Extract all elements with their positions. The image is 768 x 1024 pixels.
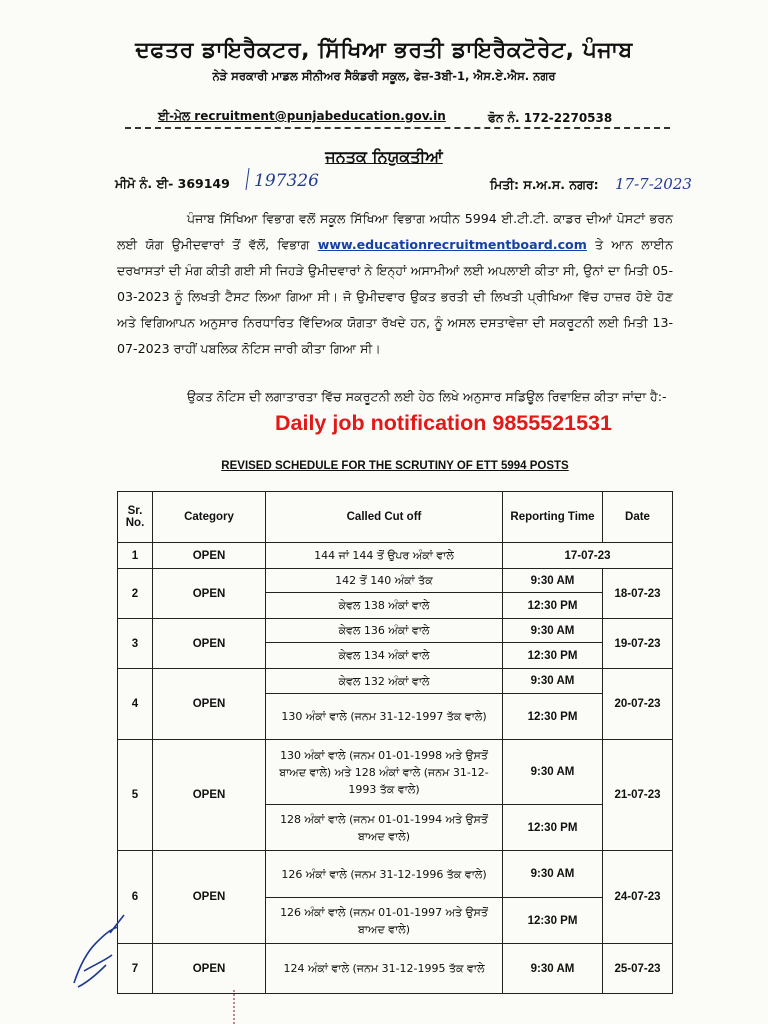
sr-no-cell: 3 — [118, 619, 153, 669]
cutoff-cell: 128 ਅੰਕਾਂ ਵਾਲੇ (ਜਨਮ 01-01-1994 ਅਤੇ ਉਸਤੋਂ ਬਾਅਦ ਵਾਲੇ) — [266, 805, 503, 851]
date-cell: 25-07-23 — [603, 944, 673, 994]
reporting-time-cell: 12:30 PM — [503, 593, 603, 619]
reporting-time-cell: 12:30 PM — [503, 694, 603, 740]
reporting-time-cell: 9:30 AM — [503, 740, 603, 805]
header-sr-no: Sr. No. — [118, 492, 153, 543]
office-phone: ਫੋਨ ਨੰ. 172-2270538 — [488, 111, 613, 125]
reporting-time-cell: 9:30 AM — [503, 944, 603, 994]
office-address: ਨੇੜੇ ਸਰਕਾਰੀ ਮਾਡਲ ਸੀਨੀਅਰ ਸੈਕੰਡਰੀ ਸਕੂਲ, ਫੇਜ਼-3ਬੀ-1, ਐਸ.ਏ.ਐਸ. ਨਗਰ — [212, 69, 556, 83]
cutoff-cell: ਕੇਵਲ 134 ਅੰਕਾਂ ਵਾਲੇ — [266, 643, 503, 669]
cutoff-cell: ਕੇਵਲ 132 ਅੰਕਾਂ ਵਾਲੇ — [266, 669, 503, 694]
date-cell: 21-07-23 — [603, 740, 673, 851]
date-cell: 19-07-23 — [603, 619, 673, 669]
office-title: ਦਫਤਰ ਡਾਇਰੈਕਟਰ, ਸਿੱਖਿਆ ਭਰਤੀ ਡਾਇਰੈਕਟੋਰੇਟ, ਪੰਜਾਬ — [135, 38, 633, 63]
office-email: ਈ-ਮੇਲ recruitment@punjabeducation.gov.in — [158, 109, 446, 123]
cutoff-cell: 124 ਅੰਕਾਂ ਵਾਲੇ (ਜਨਮ 31-12-1995 ਤੱਕ ਵਾਲੇ — [266, 944, 503, 994]
daily-job-overlay-text: Daily job notification 9855521531 — [275, 411, 612, 435]
table-header-row — [118, 492, 673, 543]
cutoff-cell: 130 ਅੰਕਾਂ ਵਾਲੇ (ਜਨਮ 01-01-1998 ਅਤੇ ਉਸਤੋਂ ਬਾਅਦ ਵਾਲੇ) ਅਤੇ 128 ਅੰਕਾਂ ਵਾਲੇ (ਜਨਮ 31-12-1993 ਤੱਕ ਵਾਲੇ) — [266, 740, 503, 805]
notice-paragraph-1 — [117, 206, 673, 362]
header-category: Category — [153, 492, 266, 543]
date-cell: 24-07-23 — [603, 851, 673, 944]
reporting-time-cell: 9:30 AM — [503, 569, 603, 593]
table-row — [118, 851, 673, 898]
sr-no-cell: 1 — [118, 543, 153, 569]
handwritten-memo-number: 197326 — [254, 171, 319, 191]
signature-icon — [66, 905, 136, 995]
date-cell: 17-07-23 — [503, 543, 673, 569]
paragraph-2-text: ਉਕਤ ਨੋਟਿਸ ਦੀ ਲਗਾਤਾਰਤਾ ਵਿੱਚ ਸਕਰੂਟਨੀ ਲਈ ਹੇਠ ਲਿਖੇ ਅਨੁਸਾਰ ਸਡਿਊਲ ਰਿਵਾਇਜ਼ ਕੀਤਾ ਜਾਂਦਾ ਹੈ:- — [187, 389, 667, 404]
handwritten-date: 17-7-2023 — [615, 175, 692, 193]
sr-no-cell: 7 — [118, 944, 153, 994]
page-edge-mark — [233, 990, 239, 1024]
header-reporting-time: Reporting Time — [503, 492, 603, 543]
date-cell: 20-07-23 — [603, 669, 673, 740]
notice-paragraph-2 — [117, 384, 673, 410]
cutoff-cell: 130 ਅੰਕਾਂ ਵਾਲੇ (ਜਨਮ 31-12-1997 ਤੱਕ ਵਾਲੇ) — [266, 694, 503, 740]
reporting-time-cell: 9:30 AM — [503, 669, 603, 694]
cutoff-cell: 144 ਜਾਂ 144 ਤੋਂ ਉਪਰ ਅੰਕਾਂ ਵਾਲੇ — [266, 543, 503, 569]
table-row — [118, 944, 673, 994]
date-label: ਮਿਤੀ: ਸ.ਅ.ਸ. ਨਗਰ: — [490, 177, 599, 192]
memo-number-label: ਮੀਮੋ ਨੰ. ਈ- 369149 — [115, 176, 230, 191]
reporting-time-cell: 12:30 PM — [503, 643, 603, 669]
reporting-time-cell: 12:30 PM — [503, 898, 603, 944]
table-row — [118, 669, 673, 694]
paragraph-1-text-a: ਪੰਜਾਬ ਸਿੱਖਿਆ ਵਿਭਾਗ ਵਲੋਂ ਸਕੂਲ ਸਿੱਖਿਆ ਵਿਭਾਗ ਅਧੀਨ 5994 ਈ.ਟੀ.ਟੀ. ਕਾਡਰ ਦੀਆਂ ਪੋਸਟਾਂ ਭਰਨ ਲਈ ਯੋਗ ਉਮੀਦਵਾਰਾਂ ਤੋਂ ਵੱਲੋਂ, ਵਿਭਾਗ — [117, 211, 673, 252]
sr-no-cell: 5 — [118, 740, 153, 851]
handwritten-separator — [245, 168, 249, 190]
sr-no-cell: 2 — [118, 569, 153, 619]
category-cell: OPEN — [153, 944, 266, 994]
category-cell: OPEN — [153, 851, 266, 944]
schedule-table — [117, 491, 673, 994]
schedule-title: REVISED SCHEDULE FOR THE SCRUTINY OF ETT 5994 POSTS — [221, 460, 569, 472]
date-cell: 18-07-23 — [603, 569, 673, 619]
category-cell: OPEN — [153, 669, 266, 740]
table-row — [118, 740, 673, 805]
reporting-time-cell: 9:30 AM — [503, 619, 603, 643]
category-cell: OPEN — [153, 740, 266, 851]
sr-no-cell: 6 — [118, 851, 153, 944]
cutoff-cell: 126 ਅੰਕਾਂ ਵਾਲੇ (ਜਨਮ 31-12-1996 ਤੱਕ ਵਾਲੇ) — [266, 851, 503, 898]
cutoff-cell: ਕੇਵਲ 136 ਅੰਕਾਂ ਵਾਲੇ — [266, 619, 503, 643]
category-cell: OPEN — [153, 543, 266, 569]
reporting-time-cell: 9:30 AM — [503, 851, 603, 898]
website-link[interactable]: www.educationrecruitmentboard.com — [317, 237, 587, 252]
header-cutoff: Called Cut off — [266, 492, 503, 543]
sr-no-cell: 4 — [118, 669, 153, 740]
reporting-time-cell: 12:30 PM — [503, 805, 603, 851]
cutoff-cell: 142 ਤੋਂ 140 ਅੰਕਾਂ ਤੱਕ — [266, 569, 503, 593]
table-row — [118, 619, 673, 643]
category-cell: OPEN — [153, 619, 266, 669]
paragraph-1-text-b: ਤੇ ਆਨ ਲਾਈਨ ਦਰਖਾਸਤਾਂ ਦੀ ਮੰਗ ਕੀਤੀ ਗਈ ਸੀ ਜਿਹੜੇ ਉਮੀਦਵਾਰਾਂ ਨੇ ਇਨ੍ਹਾਂ ਅਸਾਮੀਆਂ ਲਈ ਅਪਲਾਈ ਕੀਤਾ ਸੀ, ਉਨਾਂ ਦਾ ਮਿਤੀ 05-03-2023 ਨੂੰ ਲਿਖਤੀ ਟੈਸਟ ਲਿਆ ਗਿਆ ਸੀ। ਜੋ ਉਮੀਦਵਾਰ ਉਕਤ ਭਰਤੀ ਦੀ ਲਿਖਤੀ ਪ੍ਰੀਖਿਆ ਵਿੱਚ ਹਾਜ਼ਰ ਹੋਏ ਹੋਣ ਅਤੇ ਵਿਗਿਆਪਨ ਅਨੁਸਾਰ ਨਿਰਧਾਰਿਤ ਵਿੱਦਿਅਕ ਯੋਗਤਾ ਰੱਖਦੇ ਹਨ, ਨੂੰ ਅਸਲ ਦਸਤਾਵੇਜ਼ਾ ਦੀ ਸਕਰੂਟਨੀ ਲਈ ਮਿਤੀ 13-07-2023 ਰਾਹੀਂ ਪਬਲਿਕ ਨੋਟਿਸ ਜਾਰੀ ਕੀਤਾ ਗਿਆ ਸੀ। — [117, 237, 673, 356]
dashed-divider — [125, 127, 670, 129]
category-cell: OPEN — [153, 569, 266, 619]
cutoff-cell: ਕੇਵਲ 138 ਅੰਕਾਂ ਵਾਲੇ — [266, 593, 503, 619]
table-row — [118, 543, 673, 569]
notice-title: ਜਨਤਕ ਨਿਯੁਕਤੀਆਂ — [325, 147, 443, 166]
header-date: Date — [603, 492, 673, 543]
table-row — [118, 569, 673, 593]
cutoff-cell: 126 ਅੰਕਾਂ ਵਾਲੇ (ਜਨਮ 01-01-1997 ਅਤੇ ਉਸਤੋਂ ਬਾਅਦ ਵਾਲੇ) — [266, 898, 503, 944]
